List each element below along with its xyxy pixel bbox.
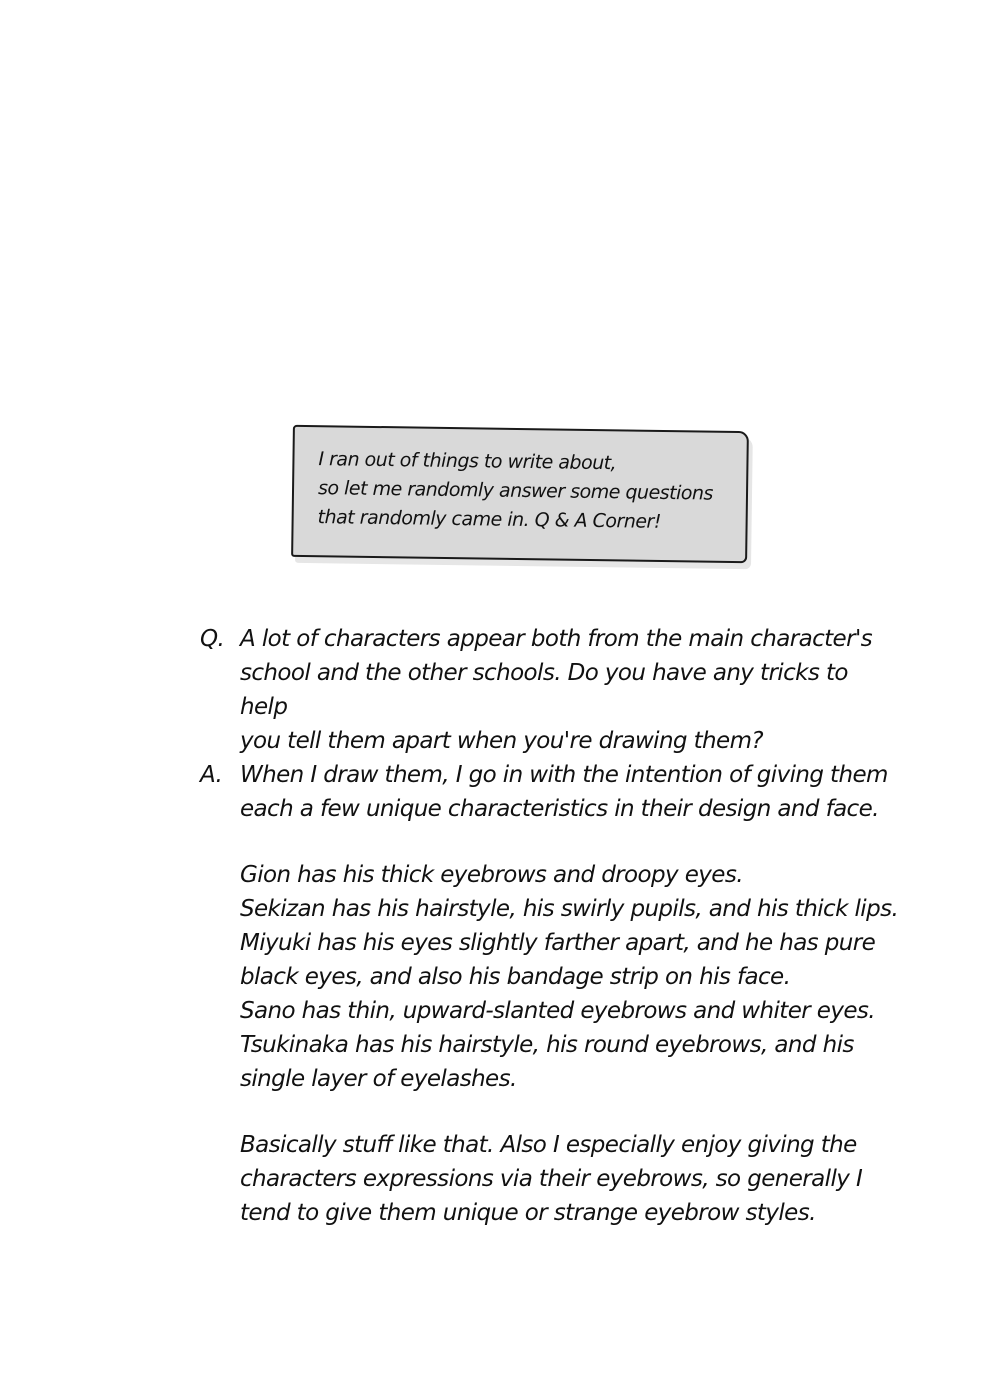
answer-block [200,758,900,1230]
question-line: you tell them apart when you're drawing them? [240,728,763,754]
answer-line: Sekizan has his hairstyle, his swirly pupils, and his thick lips. [240,896,899,922]
answer-line: black eyes, and also his bandage strip on his face. [240,964,791,990]
answer-line: single layer of eyelashes. [240,1066,517,1092]
note-line: I ran out of things to write about, [318,448,617,475]
answer-line: Sano has thin, upward-slanted eyebrows and whiter eyes. [240,998,876,1024]
note-line: that randomly came in. Q & A Corner! [317,506,662,533]
note-line: so let me randomly answer some questions [317,477,714,505]
answer-line: Basically stuff like that. Also I especially enjoy giving the [240,1132,857,1158]
answer-line: Miyuki has his eyes slightly farther apart, and he has pure [240,930,876,956]
answer-line: When I draw them, I go in with the intention of giving them [240,762,888,788]
note-text [317,445,738,538]
answer-line: characters expressions via their eyebrows, so generally I [240,1166,863,1192]
question-line: A lot of characters appear both from the main character's [240,626,873,652]
answer-label: A. [200,762,223,788]
question-block [200,622,900,758]
answer-line: Tsukinaka has his hairstyle, his round eyebrows, and his [240,1032,854,1058]
question-label: Q. [200,626,225,652]
answer-line: each a few unique characteristics in their design and face. [240,796,879,822]
question-line: school and the other schools. Do you have any tricks to help [240,660,848,720]
answer-line: tend to give them unique or strange eyebrow styles. [240,1200,816,1226]
answer-line: Gion has his thick eyebrows and droopy eyes. [240,862,743,888]
